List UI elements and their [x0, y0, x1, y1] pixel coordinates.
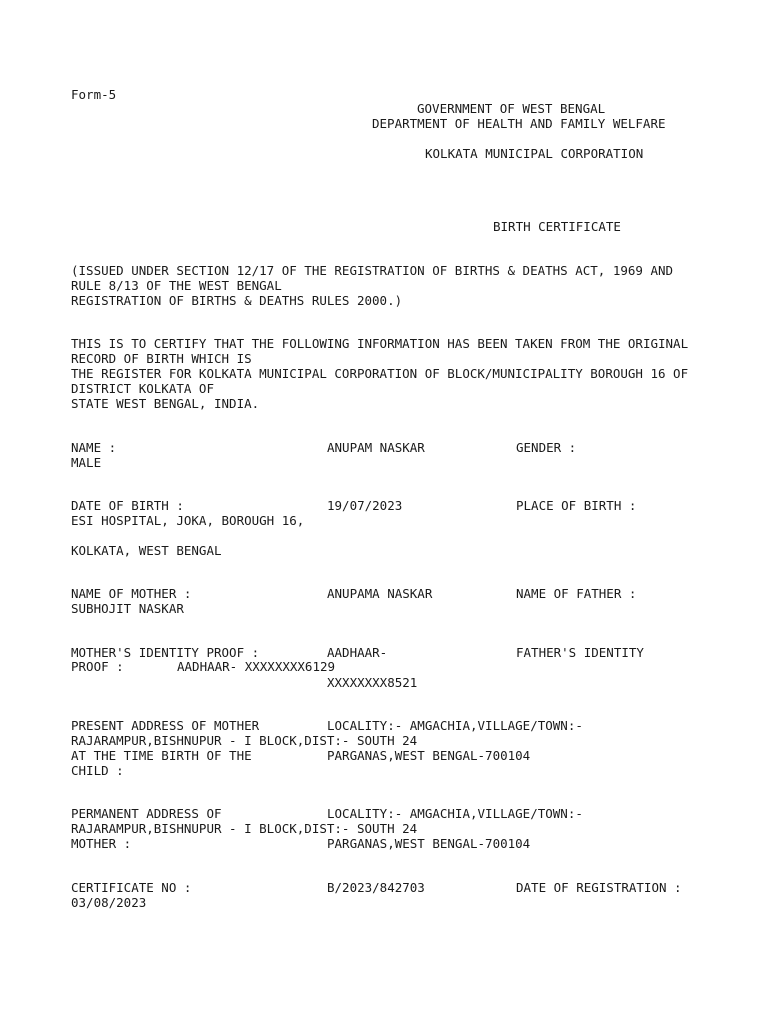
pob-value: ESI HOSPITAL, JOKA, BOROUGH 16, — [71, 513, 305, 528]
certificate-number-label: CERTIFICATE NO : — [71, 880, 192, 895]
father-id-value: AADHAAR- XXXXXXXX6129 — [177, 659, 336, 674]
certificate-title: BIRTH CERTIFICATE — [493, 219, 621, 234]
present-address-value: LOCALITY:- AMGACHIA,VILLAGE/TOWN:- — [327, 718, 583, 733]
certify-line: RECORD OF BIRTH WHICH IS — [71, 351, 252, 366]
permanent-address-value: LOCALITY:- AMGACHIA,VILLAGE/TOWN:- — [327, 806, 583, 821]
mother-name-value: ANUPAMA NASKAR — [327, 586, 433, 601]
mother-id-label: MOTHER'S IDENTITY PROOF : — [71, 645, 260, 660]
gender-value: MALE — [71, 455, 102, 470]
father-name-value: SUBHOJIT NASKAR — [71, 601, 184, 616]
present-address-value: RAJARAMPUR,BISHNUPUR - I BLOCK,DIST:- SOUTH 24 — [71, 733, 418, 748]
present-address-label: PRESENT ADDRESS OF MOTHER — [71, 718, 260, 733]
certify-line: THE REGISTER FOR KOLKATA MUNICIPAL CORPORATION OF BLOCK/MUNICIPALITY BOROUGH 16 OF — [71, 366, 689, 381]
pob-label: PLACE OF BIRTH : — [516, 498, 637, 513]
issued-under-line: REGISTRATION OF BIRTHS & DEATHS RULES 2000.) — [71, 293, 403, 308]
form-label: Form-5 — [71, 87, 117, 102]
pob-value: KOLKATA, WEST BENGAL — [71, 543, 222, 558]
header-corporation: KOLKATA MUNICIPAL CORPORATION — [425, 146, 644, 161]
present-address-label: AT THE TIME BIRTH OF THE — [71, 748, 252, 763]
present-address-value: PARGANAS,WEST BENGAL-700104 — [327, 748, 531, 763]
mother-id-value: AADHAAR- — [327, 645, 388, 660]
registration-date-label: DATE OF REGISTRATION : — [516, 880, 682, 895]
father-id-label: PROOF : — [71, 659, 124, 674]
mother-id-value: XXXXXXXX8521 — [327, 675, 418, 690]
dob-label: DATE OF BIRTH : — [71, 498, 184, 513]
permanent-address-label: MOTHER : — [71, 836, 132, 851]
permanent-address-label: PERMANENT ADDRESS OF — [71, 806, 222, 821]
issued-under-line: (ISSUED UNDER SECTION 12/17 OF THE REGISTRATION OF BIRTHS & DEATHS ACT, 1969 AND — [71, 263, 674, 278]
mother-name-label: NAME OF MOTHER : — [71, 586, 192, 601]
gender-label: GENDER : — [516, 440, 577, 455]
name-value: ANUPAM NASKAR — [327, 440, 425, 455]
registration-date-value: 03/08/2023 — [71, 895, 147, 910]
permanent-address-value: RAJARAMPUR,BISHNUPUR - I BLOCK,DIST:- SOUTH 24 — [71, 821, 418, 836]
certify-line: STATE WEST BENGAL, INDIA. — [71, 396, 260, 411]
permanent-address-value: PARGANAS,WEST BENGAL-700104 — [327, 836, 531, 851]
header-department: DEPARTMENT OF HEALTH AND FAMILY WELFARE — [372, 116, 666, 131]
header-government: GOVERNMENT OF WEST BENGAL — [417, 101, 606, 116]
father-id-label: FATHER'S IDENTITY — [516, 645, 644, 660]
certify-line: THIS IS TO CERTIFY THAT THE FOLLOWING INFORMATION HAS BEEN TAKEN FROM THE ORIGINAL — [71, 336, 689, 351]
dob-value: 19/07/2023 — [327, 498, 403, 513]
certify-line: DISTRICT KOLKATA OF — [71, 381, 214, 396]
father-name-label: NAME OF FATHER : — [516, 586, 637, 601]
name-label: NAME : — [71, 440, 117, 455]
certificate-number-value: B/2023/842703 — [327, 880, 425, 895]
issued-under-line: RULE 8/13 OF THE WEST BENGAL — [71, 278, 282, 293]
present-address-label: CHILD : — [71, 763, 124, 778]
